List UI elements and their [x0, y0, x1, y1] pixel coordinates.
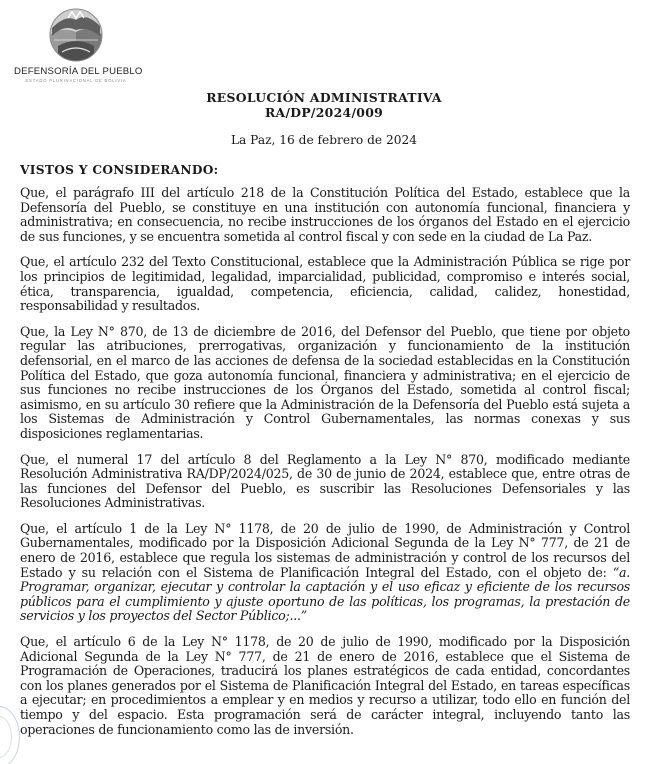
paragraph-5-lead: Que, el artículo 1 de la Ley N° 1178, de 20 de julio de 1990, de Administración y Control Gubernamentales, modificado por la Disposición Adicional Segunda de la Ley N° 777, de 21 de enero de 2016, establece que regula los sistemas de administración y control de los recursos del Estado y su relación con el Sistema de Planificación Integral del Estado, con el objeto de: [20, 520, 630, 580]
title-line-2: RA/DP/2024/009 [264, 105, 384, 120]
title-line-1: RESOLUCIÓN ADMINISTRATIVA [206, 90, 442, 105]
paragraph-4: Que, el numeral 17 del artículo 8 del Reglamento a la Ley N° 870, modificado mediante Resolución Administrativa RA/DP/2024/025, de 30 de junio de 2024, establece que, entre otras de las funciones del Defensor del Pueblo, es suscribir las Resoluciones Defensoriales y las Resoluciones Administrativas. [20, 451, 630, 511]
document-body [20, 186, 630, 748]
paragraph-5 [20, 522, 630, 624]
section-heading: VISTOS Y CONSIDERANDO: [20, 163, 219, 177]
org-subtitle: ESTADO PLURINACIONAL DE BOLIVIA [25, 78, 127, 83]
org-name: DEFENSORÍA DEL PUEBLO [14, 66, 143, 77]
paragraph-2: Que, el artículo 232 del Texto Constitucional, establece que la Administración Pública se rige por los principios de legitimidad, legalidad, imparcialidad, publicidad, compromiso e interés social, ética, transparencia, igualdad, competencia, eficiencia, calidad, calidez, honestidad, responsabilidad y resultados. [20, 254, 630, 314]
letterhead-logo [14, 6, 143, 83]
emblem-icon [48, 6, 104, 64]
paragraph-1: Que, el parágrafo III del artículo 218 de la Constitución Política del Estado, establece que la Defensoría del Pueblo, se constituye en una institución con autonomía funcional, financiera y administrativa; en consecuencia, no recibe instrucciones de los órganos del Estado en el ejercicio de sus funciones, y se encuentra sometida al control fiscal y con sede en la ciudad de La Paz. [20, 185, 630, 244]
paragraph-6: Que, el artículo 6 de la Ley N° 1178, de 20 de julio de 1990, modificado por la Disposición Adicional Segunda de la Ley N° 777, de 21 de enero de 2016, establece que el Sistema de Programación de Operaciones, traducirá los planes estratégicos de cada entidad, concordantes con los planes generados por el Sistema de Planificación Integral del Estado, en tareas específicas a ejecutar; en procedimientos a emplear y en medios y recurso a utilizar, todo ello en función del tiempo y del espacio. Esta programación será de carácter integral, incluyendo tanto las operaciones de funcionamiento como las de inversión. [20, 634, 630, 737]
paragraph-3: Que, la Ley N° 870, de 13 de diciembre de 2016, del Defensor del Pueblo, que tiene por objeto regular las atribuciones, prerrogativas, organización y funcionamiento de la institución defensorial, en el marco de las acciones de defensa de la sociedad establecidas en la Constitución Política del Estado, que goza autonomía funcional, financiera y administrativa; en el ejercicio de sus funciones no recibe instrucciones de los Órganos del Estado, sometida al control fiscal; asimismo, en su artículo 30 refiere que la Administración de la Defensoría del Pueblo está sujeta a los Sistemas de Administración y Control Gubernamentales, las normas conexas y sus disposiciones reglamentarias. [20, 323, 630, 441]
paragraph-5-quote: “a. Programar, organizar, ejecutar y controlar la captación y el uso eficaz y eficiente de los recursos públicos para el cumplimiento y ajuste oportuno de las políticas, los programas, la prestación de servicios y los proyectos del Sector Público;...” [20, 564, 630, 624]
document-title [0, 90, 648, 120]
place-date: La Paz, 16 de febrero de 2024 [230, 133, 418, 147]
